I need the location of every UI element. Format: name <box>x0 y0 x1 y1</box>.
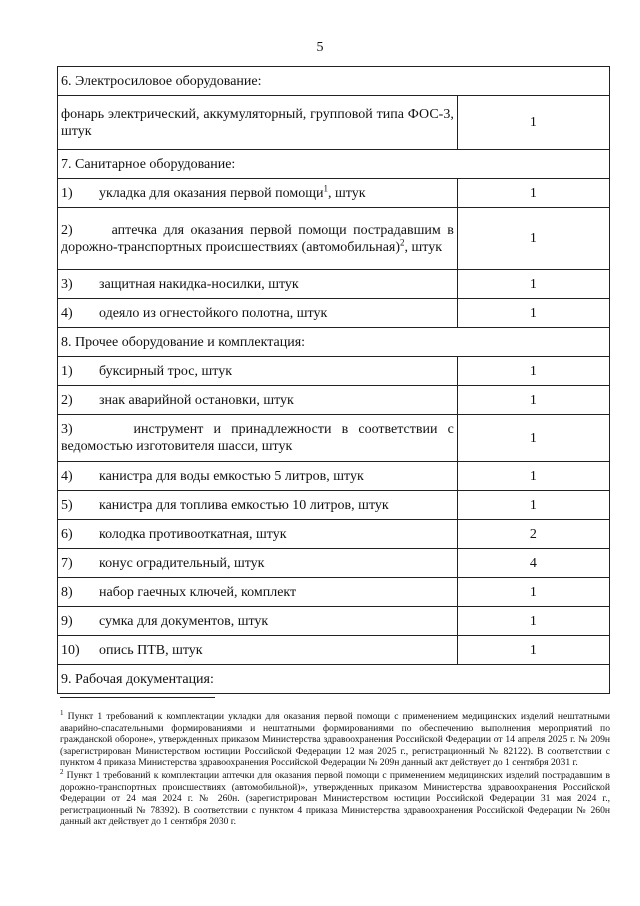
section-row <box>58 665 610 694</box>
item-name <box>58 520 458 549</box>
item-text: 3) инструмент и принадлежности в соответствии с ведомостью изготовителя шасси, штук <box>61 422 454 454</box>
table-row <box>58 208 610 270</box>
table-row <box>58 299 610 328</box>
item-name <box>58 96 458 150</box>
item-name <box>58 386 458 415</box>
item-number: 3) <box>61 276 73 292</box>
table-row <box>58 386 610 415</box>
item-number: 10) <box>61 642 80 658</box>
section-title: 7. Санитарное оборудование: <box>58 150 610 179</box>
item-quantity: 1 <box>457 386 609 415</box>
section-title: 9. Рабочая документация: <box>58 665 610 694</box>
item-name <box>58 636 458 665</box>
item-text: сумка для документов, штук <box>99 613 269 629</box>
item-number: 5) <box>61 497 73 513</box>
item-name <box>58 607 458 636</box>
item-number: 7) <box>61 555 73 571</box>
item-name <box>58 208 458 270</box>
equipment-table <box>57 66 610 694</box>
table-row <box>58 636 610 665</box>
item-quantity: 1 <box>457 208 609 270</box>
item-name <box>58 357 458 386</box>
item-quantity: 1 <box>457 578 609 607</box>
item-number: 1) <box>61 363 73 379</box>
item-text: защитная накидка-носилки, штук <box>99 276 299 292</box>
item-name <box>58 179 458 208</box>
item-text: укладка для оказания первой помощи$^1$, штук <box>99 182 366 201</box>
footnote-mark: 1 <box>60 708 64 717</box>
item-name <box>58 578 458 607</box>
footnote-ref: 2 <box>400 236 405 247</box>
item-text: канистра для воды емкостью 5 литров, штук <box>99 468 364 484</box>
item-name <box>58 270 458 299</box>
item-text: опись ПТВ, штук <box>99 642 203 658</box>
table-row <box>58 462 610 491</box>
item-name <box>58 462 458 491</box>
section-row <box>58 150 610 179</box>
item-quantity: 1 <box>457 179 609 208</box>
footnote: $^1$ Пункт 1 требований к комплектации укладки для оказания первой помощи с применением медицинских изделий нештатными аварийно-спасательными формированиями и нештатными формированиями по обеспечению выполнения мероприятий по гражданской обороне», утвержденных приказом Министерства здравоохранения Российской Федерации от 14 апреля 2025 г. № 209н (зарегистрирован Министерством юстиции Российской Федерации 12 мая 2025 г., регистрационный № 82122). В соответствии с пунктом 4 приказа Министерства здравоохранения Российской Федерации № 209н данный акт действует до 1 сентября 2031 г. <box>60 708 610 769</box>
item-quantity: 1 <box>457 270 609 299</box>
item-quantity: 1 <box>457 462 609 491</box>
item-text: одеяло из огнестойкого полотна, штук <box>99 305 328 321</box>
item-number: 8) <box>61 584 73 600</box>
item-quantity: 2 <box>457 520 609 549</box>
item-number: 4) <box>61 468 73 484</box>
footnotes <box>60 708 610 829</box>
item-name <box>58 415 458 462</box>
table-row <box>58 415 610 462</box>
footnote-ref: 1 <box>323 182 329 193</box>
footnote-mark: 2 <box>60 767 64 776</box>
item-text: буксирный трос, штук <box>99 363 233 379</box>
item-text: знак аварийной остановки, штук <box>99 392 294 408</box>
section-row <box>58 328 610 357</box>
section-title: 6. Электросиловое оборудование: <box>58 67 610 96</box>
table-row <box>58 491 610 520</box>
table-row <box>58 96 610 150</box>
item-text: набор гаечных ключей, комплект <box>99 584 297 600</box>
item-name <box>58 491 458 520</box>
equipment-table-body <box>58 67 610 694</box>
item-quantity: 1 <box>457 415 609 462</box>
item-text: фонарь электрический, аккумуляторный, групповой типа ФОС-3, штук <box>61 106 454 139</box>
item-text: конус оградительный, штук <box>99 555 265 571</box>
item-quantity: 1 <box>457 491 609 520</box>
section-title: 8. Прочее оборудование и комплектация: <box>58 328 610 357</box>
table-row <box>58 357 610 386</box>
table-row <box>58 607 610 636</box>
item-number: 4) <box>61 305 73 321</box>
page-number: 5 <box>316 40 324 55</box>
item-text: 2) аптечка для оказания первой помощи пострадавшим в дорожно-транспортных происшествиях (автомобильная)$^2$, штук <box>61 222 454 255</box>
item-text: канистра для топлива емкостью 10 литров, штук <box>99 497 389 513</box>
item-number: 1) <box>61 185 73 201</box>
item-quantity: 4 <box>457 549 609 578</box>
table-row <box>58 578 610 607</box>
footnote: $^2$ Пункт 1 требований к комплектации аптечки для оказания первой помощи с применением медицинских изделий пострадавшим в дорожно-транспортных происшествиях (автомобильной)», утвержденных приказом Министерства здравоохранения Российской Федерации от 24 мая 2024 г. № 260н. (зарегистрирован Министерством юстиции Российской Федерации 31 мая 2024 г., регистрационный № 78392). В соответствии с пунктом 4 приказа Министерства здравоохранения Российской Федерации № 260н данный акт действует до 1 сентября 2030 г. <box>60 767 610 828</box>
item-number: 9) <box>61 613 73 629</box>
item-quantity: 1 <box>457 96 609 150</box>
item-number: 2) <box>61 392 73 408</box>
table-row <box>58 270 610 299</box>
item-number: 6) <box>61 526 73 542</box>
item-quantity: 1 <box>457 636 609 665</box>
item-quantity: 1 <box>457 357 609 386</box>
item-quantity: 1 <box>457 607 609 636</box>
footnote-divider <box>60 697 215 698</box>
item-name <box>58 299 458 328</box>
item-text: колодка противооткатная, штук <box>99 526 287 542</box>
table-row <box>58 520 610 549</box>
item-name <box>58 549 458 578</box>
section-row <box>58 67 610 96</box>
table-row <box>58 179 610 208</box>
table-row <box>58 549 610 578</box>
item-quantity: 1 <box>457 299 609 328</box>
